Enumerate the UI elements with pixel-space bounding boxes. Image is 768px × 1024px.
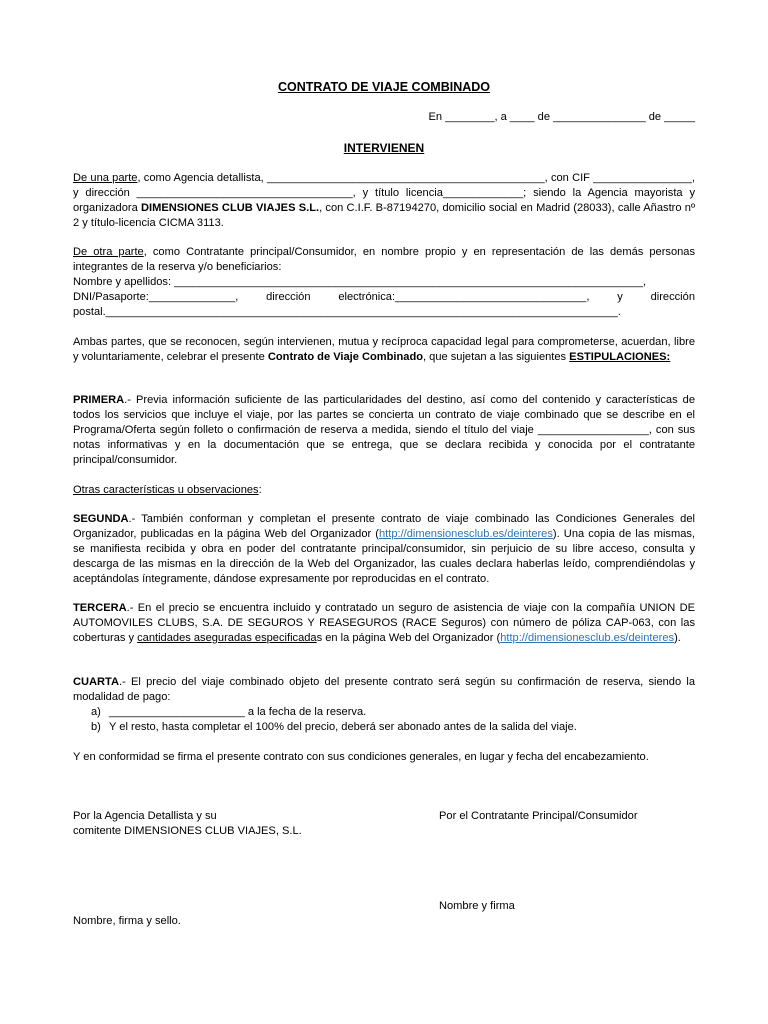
contractor-signature-block: Por el Contratante Principal/Consumidor [439, 810, 638, 822]
estipulaciones-heading: ESTIPULACIONES: [569, 351, 671, 363]
clause-tercera-text-3: ). [674, 632, 681, 644]
clause-tercera [73, 601, 695, 646]
clause-segunda-text-2: ). Una copia de las mismas, se manifiesta recibida y obra en poder del contratante principal/consumidor, sin perjuicio de su libre acceso, consulta y descarga de las mismas en la dirección de la Web del Organizador, las cuales declara haberlas leído, comprendiéndolas y aceptándolas íntegramente, dándose expresamente por reproducidas en el contrato. [73, 528, 695, 585]
contract-name: Contrato de Viaje Combinado [267, 351, 423, 363]
first-party-paragraph [73, 171, 695, 231]
clause-primera [73, 393, 695, 468]
payment-item-text: Y el resto, hasta completar el 100% del precio, deberá ser abonado antes de la salida del viaje. [109, 721, 577, 733]
dni-address-line: DNI/Pasaporte:______________, dirección electrónica:_______________________________, y dirección postal.___________________________________________________________________________________. [73, 291, 695, 318]
clause-tercera-text: .- En el precio se encuentra incluido y contratado un seguro de asistencia de viaje con la compañía UNION DE AUTOMOVILES CLUBS, S.A. DE SEGUROS Y REASEGUROS (RACE Seguros) con número de póliza CAP-063, con las coberturas y [73, 602, 695, 644]
both-parties-text: Ambas partes, que se reconocen, según intervienen, mutua y recíproca capacidad legal para comprometerse, acuerdan, libre y voluntariamente, celebrar el presente [73, 336, 695, 363]
payment-item-mark: b) [91, 721, 101, 733]
organizer-details: , con C.I.F. B-87194270, domicilio social en Madrid (28033), calle Añastro nº 2 y título-licencia CICMA 3113. [73, 202, 695, 229]
payment-item [73, 705, 695, 720]
first-party-lead: De una parte [73, 172, 138, 184]
insured-amounts-text: cantidades aseguradas especificada [137, 632, 317, 644]
other-observations-label: Otras características u observaciones [73, 484, 259, 496]
clause-cuarta-intro [73, 675, 695, 705]
conditions-link[interactable]: http://dimensionesclub.es/deinteres [379, 528, 553, 540]
first-party-text: , como Agencia detallista, _____________________________________________, con CIF ________________, y dirección ___________________________________, y título licencia_____________; siendo la Agencia mayorista y organizadora [73, 172, 695, 214]
clause-segunda-text: .- También conforman y completan el presente contrato de viaje combinado las Condiciones Generales del Organizador, publicadas en la página Web del Organizador ( [73, 513, 695, 540]
agency-signature-block [73, 809, 302, 839]
payment-item [73, 720, 695, 735]
document-title: CONTRATO DE VIAJE COMBINADO [277, 80, 491, 94]
organizer-name: DIMENSIONES CLUB VIAJES S.L. [141, 202, 320, 214]
second-party-lead: De otra parte [73, 246, 144, 258]
clause-tercera-head: TERCERA [73, 602, 127, 614]
clause-cuarta-text: .- El precio del viaje combinado objeto del presente contrato será según su confirmación de reserva, siendo la modalidad de pago: [73, 676, 695, 703]
other-observations-colon: : [258, 484, 262, 496]
name-line: Nombre y apellidos: ____________________________________________________________________________, [73, 276, 647, 288]
second-party-text: , como Contratante principal/Consumidor, en nombre propio y en representación de las demás personas integrantes de la reserva y/o beneficiarios: [73, 246, 696, 273]
agency-signature-label: Nombre, firma y sello. [73, 915, 181, 927]
agency-signature-line-1: Por la Agencia Detallista y su [73, 810, 217, 822]
clause-tercera-text-2: s en la página Web del Organizador ( [316, 632, 501, 644]
date-line: En ________, a ____ de _______________ de _____ [428, 111, 695, 123]
clause-cuarta-head: CUARTA [73, 676, 120, 688]
clause-cuarta [73, 675, 695, 735]
payment-item-mark: a) [91, 706, 101, 718]
clause-primera-text: .- Previa información suficiente de las particularidades del destino, así como del contenido y características de todos los servicios que incluye el viaje, por las partes se concierta un contrato de viaje combinado que se describe en el Programa/Oferta según folleto o confirmación de reserva a medida, siendo el título del viaje __________________, con sus notas informativas y en la documentación que se entrega, que se declara recibida y conocida por el contratante principal/consumidor. [73, 394, 695, 466]
conformity-statement: Y en conformidad se firma el presente contrato con sus condiciones generales, en lugar y fecha del encabezamiento. [73, 751, 649, 763]
second-party-paragraph [73, 245, 695, 275]
other-observations [73, 483, 695, 498]
contractor-signature-label: Nombre y firma [439, 900, 515, 912]
payment-item-text: ______________________ a la fecha de la reserva. [109, 706, 367, 718]
both-parties-text-2: , que sujetan a las siguientes [423, 351, 570, 363]
agency-signature-line-2: comitente DIMENSIONES CLUB VIAJES, S.L. [73, 825, 302, 837]
insurance-link[interactable]: http://dimensionesclub.es/deinteres [500, 632, 675, 644]
clause-segunda [73, 512, 695, 587]
both-parties-paragraph [73, 335, 695, 365]
clause-segunda-head: SEGUNDA [73, 513, 129, 525]
intervienen-heading: INTERVIENEN [343, 141, 425, 155]
payment-list [73, 705, 695, 735]
clause-primera-head: PRIMERA [73, 394, 125, 406]
